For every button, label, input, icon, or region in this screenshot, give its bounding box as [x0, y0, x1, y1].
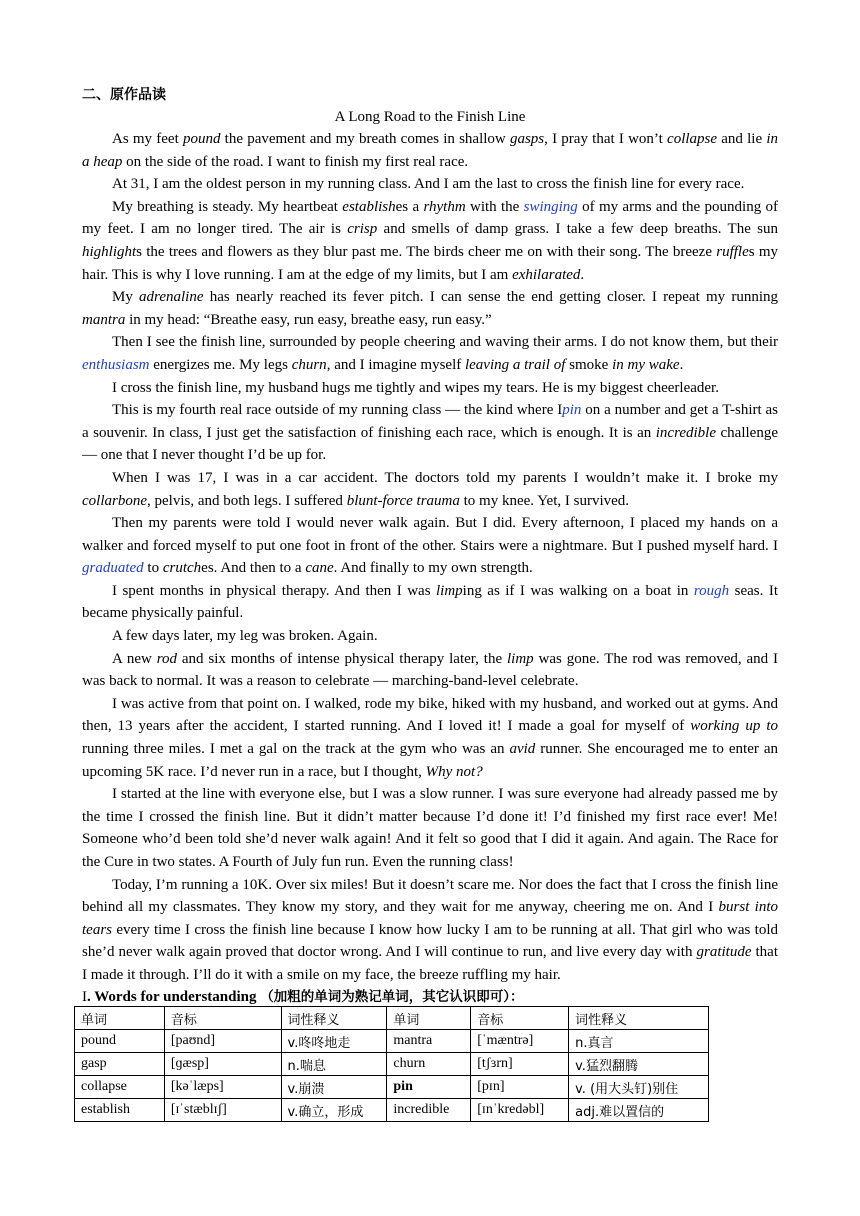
- italic-keyword: exhilarated: [512, 266, 581, 283]
- word-cell: gasp: [75, 1053, 165, 1076]
- word-cell: incredible: [387, 1099, 471, 1122]
- italic-keyword: mantra: [82, 311, 126, 328]
- italic-keyword: crisp: [347, 221, 378, 238]
- header-cell: 音标: [164, 1007, 281, 1030]
- text-run: , and I imagine myself: [326, 356, 465, 373]
- article-paragraph: [82, 331, 778, 376]
- article-paragraph: [82, 874, 778, 987]
- italic-keyword: blunt-force trauma: [346, 492, 460, 509]
- text-run: When I was 17, I was in a car accident. The doctors told my parents I wouldn’t make it. I broke my: [112, 469, 778, 486]
- phonetic-cell: [ɪnˈkredəbl]: [471, 1099, 569, 1122]
- article-paragraph: [82, 286, 778, 331]
- text-run: ing as if I was walking on a boat in: [462, 582, 694, 599]
- meaning-cell: n.喘息: [281, 1053, 387, 1076]
- article-paragraph: [82, 128, 778, 173]
- text-run: Today, I’m running a 10K. Over six miles! But it doesn’t scare me. Nor does the fact that I cross the finish line behind all my classmates. They know my story, and they wait for me anyway, cheering me on. And I: [82, 876, 778, 916]
- highlighted-keyword: graduated: [82, 560, 144, 577]
- text-run: to: [143, 560, 163, 577]
- italic-keyword: cane: [305, 560, 334, 577]
- italic-keyword: adrenaline: [139, 289, 204, 306]
- text-run: in my head: “Breathe easy, run easy, breathe easy, run easy.”: [125, 311, 492, 328]
- italic-keyword: leaving a trail of: [464, 356, 566, 373]
- italic-keyword: limp: [506, 650, 534, 667]
- italic-keyword: rhythm: [423, 198, 466, 215]
- article-paragraph: [82, 783, 778, 873]
- italic-keyword: Why not?: [425, 763, 483, 780]
- article-paragraph: [82, 173, 778, 196]
- article-paragraph: [82, 648, 778, 693]
- text-run: to my knee. Yet, I survived.: [459, 492, 630, 509]
- meaning-cell: v.猛烈翻腾: [569, 1053, 709, 1076]
- italic-keyword: in a heap: [82, 131, 778, 170]
- text-run: and lie: [717, 131, 767, 147]
- text-run: , I pray that I won’t: [544, 131, 668, 147]
- text-run: .: [679, 356, 684, 373]
- text-run: energizes me. My legs: [149, 356, 292, 373]
- article-title: A Long Road to the Finish Line: [334, 109, 526, 125]
- italic-keyword: in my wake: [612, 356, 680, 373]
- text-run: has nearly reached its fever pitch. I can sense the end getting closer. I repeat my running: [203, 289, 778, 306]
- text-run: es. And then to a: [201, 560, 306, 577]
- phonetic-cell: [pɪn]: [471, 1076, 569, 1099]
- italic-keyword: incredible: [655, 424, 717, 441]
- article-paragraph: [82, 693, 778, 783]
- meaning-cell: v. (用大头钉)别住: [569, 1076, 709, 1099]
- italic-keyword: avid: [509, 741, 536, 758]
- article-paragraph: [82, 377, 778, 400]
- meaning-cell: v.咚咚地走: [281, 1030, 387, 1053]
- text-run: running three miles. I met a gal on the track at the gym who was an: [82, 741, 510, 758]
- article-paragraph: [82, 196, 778, 286]
- highlighted-keyword: enthusiasm: [82, 356, 150, 373]
- text-run: was gone. The rod was removed, and I was back to normal. It was a reason to celebrate — marching-band-level celebrate.: [82, 650, 779, 690]
- text-run: .: [580, 266, 585, 283]
- text-run: and six months of intense physical therapy later, the: [177, 650, 507, 667]
- italic-keyword: establish: [342, 198, 396, 215]
- meaning-cell: v.确立，形成: [281, 1099, 387, 1122]
- text-run: that I made it through. I’ll do it with a smile on my face, the breeze ruffling my hair.: [82, 944, 778, 983]
- words-heading: [82, 985, 524, 1006]
- italic-keyword: crutch: [162, 560, 202, 577]
- text-run: on the side of the road. I want to finish my first real race.: [122, 153, 469, 170]
- text-run: and smells of damp grass. I take a few deep breaths. The sun: [377, 221, 779, 238]
- phonetic-cell: [tʃɜrn]: [471, 1053, 569, 1076]
- meaning-cell: n.真言: [569, 1030, 709, 1053]
- italic-keyword: working up to: [690, 718, 778, 735]
- phonetic-cell: [ɡæsp]: [164, 1053, 281, 1076]
- meaning-cell: adj.难以置信的: [569, 1099, 709, 1122]
- table-row: [75, 1053, 709, 1076]
- article-paragraph: [82, 580, 778, 625]
- word-cell: mantra: [387, 1030, 471, 1053]
- italic-keyword: rod: [156, 650, 177, 667]
- article-paragraph: [82, 512, 778, 580]
- italic-keyword: gasps: [509, 131, 545, 147]
- word-cell: churn: [387, 1053, 471, 1076]
- text-run: I cross the finish line, my husband hugs me tightly and wipes my tears. He is my biggest cheerleader.: [112, 379, 719, 396]
- italic-keyword: collarbone: [82, 492, 147, 509]
- article-paragraph: [82, 467, 778, 512]
- table-row: [75, 1099, 709, 1122]
- text-run: I was active from that point on. I walked, rode my bike, hiked with my husband, and worked out at gyms. And then, 13 years after the accident, I started running. And I loved it! I made a goal for myself of: [82, 695, 778, 735]
- header-cell: 词性释义: [569, 1007, 709, 1030]
- text-run: runner. She encouraged me to enter an upcoming 5K race. I’d never run in a race, but I thought,: [82, 741, 778, 780]
- italic-keyword: burst into tears: [82, 899, 779, 938]
- phonetic-cell: [ˈmæntrə]: [471, 1030, 569, 1053]
- phonetic-cell: [paʊnd]: [164, 1030, 281, 1053]
- section-title: 二、原作品读: [82, 87, 166, 103]
- text-run: As my feet: [112, 131, 183, 147]
- text-run: At 31, I am the oldest person in my running class. And I am the last to cross the finish line for every race.: [112, 176, 745, 193]
- text-run: Then my parents were told I would never walk again. But I did. Every afternoon, I placed my hands on a walker and forced myself to put one foot in front of the other. Stairs were a nightmare. But I pushed myself hard. I: [82, 515, 778, 554]
- header-cell: 词性释义: [281, 1007, 387, 1030]
- text-run: smoke: [565, 356, 613, 373]
- italic-keyword: churn: [291, 356, 327, 373]
- highlighted-keyword: rough: [693, 582, 730, 599]
- text-run: A new: [112, 650, 157, 667]
- text-run: seas. It became physically painful.: [82, 582, 778, 622]
- text-run: s my hair. This is why I love running. I am at the edge of my limits, but I am: [82, 243, 778, 283]
- highlighted-keyword: swinging: [523, 198, 578, 215]
- article-body: [82, 128, 778, 987]
- header-cell: 单词: [75, 1007, 165, 1030]
- word-cell: establish: [75, 1099, 165, 1122]
- words-heading-label: . Words for understanding: [87, 989, 257, 1005]
- text-run: My: [112, 289, 140, 306]
- italic-keyword: highlight: [82, 243, 137, 260]
- word-cell: collapse: [75, 1076, 165, 1099]
- text-run: es a: [395, 198, 424, 215]
- words-heading-note: （加粗的单词为熟记单词，其它认识即可）：: [260, 989, 524, 1005]
- text-run: I spent months in physical therapy. And then I was: [112, 582, 436, 599]
- text-run: every time I cross the finish line because I know how lucky I am to be running at all. That girl who was told she’d never walk again proved that doctor wrong. And I will continue to run, and live every day with: [82, 921, 778, 961]
- italic-keyword: ruffle: [716, 243, 749, 260]
- vocab-table: [74, 1006, 709, 1122]
- word-cell: pound: [75, 1030, 165, 1053]
- text-run: I started at the line with everyone else, but I was a slow runner. I was sure everyone had already passed me by the time I crossed the finish line. But it didn’t matter because I’d done it! I’d finished my first race ever! Me! Someone who’d been told she’d never walk again! And it felt so good that I did it again. And again. The Race for the Cure in two states. A Fourth of July fun run. Even the running class!: [82, 786, 778, 870]
- text-run: Then I see the finish line, surrounded by people cheering and waving their arms. I do not know them, but their: [112, 334, 778, 351]
- text-run: of my arms and the pounding of my feet. I am no longer tired. The air is: [82, 198, 779, 238]
- italic-keyword: pound: [182, 131, 221, 147]
- text-run: . And finally to my own strength.: [333, 560, 533, 577]
- table-row: [75, 1030, 709, 1053]
- word-cell: pin: [387, 1076, 471, 1099]
- text-run: This is my fourth real race outside of my running class — the kind where I: [112, 402, 563, 419]
- text-run: A few days later, my leg was broken. Again.: [112, 628, 378, 645]
- text-run: the pavement and my breath comes in shallow: [220, 131, 510, 147]
- table-row: [75, 1076, 709, 1099]
- article-paragraph: [82, 625, 778, 648]
- italic-keyword: gratitude: [696, 944, 752, 961]
- vocab-header-row: [75, 1007, 709, 1030]
- text-run: with the: [465, 198, 524, 215]
- text-run: My breathing is steady. My heartbeat: [112, 198, 343, 215]
- phonetic-cell: [ɪˈstæblɪʃ]: [164, 1099, 281, 1122]
- text-run: , pelvis, and both legs. I suffered: [147, 492, 347, 509]
- header-cell: 音标: [471, 1007, 569, 1030]
- italic-keyword: limp: [436, 582, 463, 599]
- highlighted-keyword: pin: [562, 402, 582, 419]
- text-run: on a number and get a T-shirt as a souvenir. In class, I just get the satisfaction of finishing each race, which is enough. It is an: [82, 402, 778, 441]
- text-run: s the trees and flowers as they blur past me. The birds cheer me on with their song. The breeze: [136, 243, 717, 260]
- header-cell: 单词: [387, 1007, 471, 1030]
- article-paragraph: [82, 399, 778, 467]
- words-heading-roman: I: [82, 989, 87, 1005]
- phonetic-cell: [kəˈlæps]: [164, 1076, 281, 1099]
- text-run: challenge — one that I never thought I’d be up for.: [82, 424, 778, 464]
- italic-keyword: collapse: [667, 131, 718, 147]
- meaning-cell: v.崩溃: [281, 1076, 387, 1099]
